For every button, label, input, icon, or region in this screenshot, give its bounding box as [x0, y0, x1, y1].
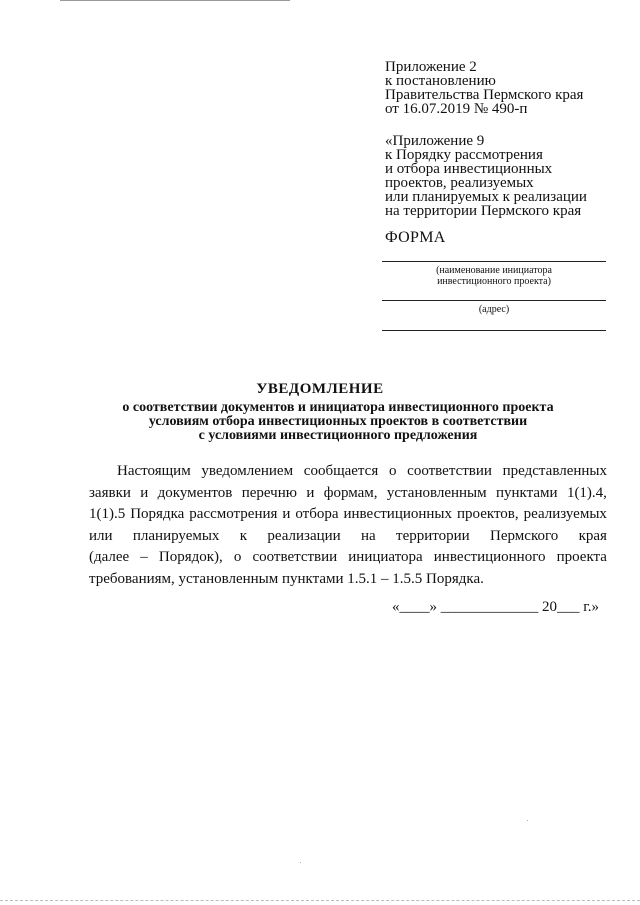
body-line [89, 526, 607, 548]
document-title: УВЕДОМЛЕНИЕ [256, 381, 384, 397]
subtitle-line: о соответствии документов и инициатора инвестиционного проекта [122, 400, 554, 415]
body-word: 1(1).5 [89, 506, 126, 522]
body-line [89, 483, 607, 505]
body-word: заявки [89, 484, 131, 501]
body-word: реализуемых [523, 506, 607, 522]
appendix-line: к постановлению [385, 73, 496, 89]
body-word: к [239, 527, 248, 544]
body-word: – [140, 549, 148, 565]
body-line [89, 569, 607, 591]
body-word: перечню [241, 484, 297, 501]
appendix-inner-line: к Порядку рассмотрения [385, 147, 543, 163]
body-word: и [140, 484, 149, 501]
appendix-inner-line: проектов, реализуемых [385, 175, 534, 191]
body-word: планируемых [132, 527, 220, 544]
body-word: соответствии [407, 463, 492, 479]
body-word: формам, [323, 484, 378, 501]
initiator-name-field [382, 261, 606, 287]
subtitle-line: с условиями инвестиционного предложения [198, 428, 478, 443]
body-word: или [89, 527, 113, 544]
body-word: (далее [89, 549, 130, 565]
body-word: о [388, 463, 397, 479]
appendix-line: Приложение 2 [385, 59, 477, 75]
appendix-inner-header [385, 134, 587, 218]
body-word: реализации [267, 527, 341, 544]
subtitle-line: условиям отбора инвестиционных проектов в соответствии [148, 414, 528, 429]
body-word: о [233, 549, 242, 565]
scan-artifact-top-rule [60, 0, 290, 1]
body-word: Порядка [130, 506, 185, 522]
body-word: на [361, 527, 376, 544]
body-line [89, 547, 607, 569]
body-word: и [306, 484, 315, 501]
body-word: 1(1).4, [566, 484, 607, 501]
appendix-header [385, 60, 583, 116]
appendix-inner-line: или планируемых к реализации [385, 189, 587, 205]
body-word: инвестиционных [343, 506, 453, 522]
body-word: края [578, 527, 607, 544]
body-word: Порядок), [158, 549, 223, 565]
body-word: представленных [502, 463, 607, 479]
body-word: документов [157, 484, 233, 501]
body-word: установленным [386, 484, 487, 501]
form-label: ФОРМА [385, 229, 446, 246]
body-word: отбора [295, 506, 339, 522]
address-caption: (адрес) [478, 304, 510, 315]
appendix-inner-line: на территории Пермского края [385, 203, 582, 219]
address-field [382, 300, 606, 315]
body-line [89, 504, 607, 526]
body-word: требованиям, установленным пунктами 1.5.1 – 1.5.5 Порядка. [89, 570, 484, 587]
body-word: Настоящим [117, 463, 191, 479]
document-subtitle [60, 401, 616, 443]
body-word: инвестиционного [433, 549, 546, 565]
body-paragraph [89, 461, 607, 590]
address-extra-line [382, 330, 606, 334]
appendix-inner-line: и отбора инвестиционных [385, 161, 553, 177]
initiator-caption-line: (наименование инициатора [436, 265, 552, 276]
scan-speck [527, 820, 528, 821]
appendix-line: от 16.07.2019 № 490-п [385, 101, 528, 117]
body-word: и [282, 506, 291, 522]
scan-artifact-bottom-rule [0, 900, 640, 901]
body-word: соответствии [252, 549, 338, 565]
body-word: сообщается [303, 463, 379, 479]
body-word: пунктами [496, 484, 558, 501]
date-line: «____» _____________ 20___ г.» [392, 599, 599, 615]
scan-speck [300, 862, 301, 863]
appendix-line: Правительства Пермского края [385, 87, 584, 103]
appendix-inner-line: «Приложение 9 [385, 133, 485, 149]
initiator-caption-line: инвестиционного проекта) [437, 276, 551, 287]
body-word: Пермского [490, 527, 559, 544]
body-word: инициатора [348, 549, 423, 565]
body-word: рассмотрения [189, 506, 278, 522]
body-word: проекта [556, 549, 607, 565]
body-line [89, 461, 607, 483]
body-word: уведомлением [201, 463, 294, 479]
body-word: территории [396, 527, 470, 544]
body-word: проектов, [456, 506, 519, 522]
